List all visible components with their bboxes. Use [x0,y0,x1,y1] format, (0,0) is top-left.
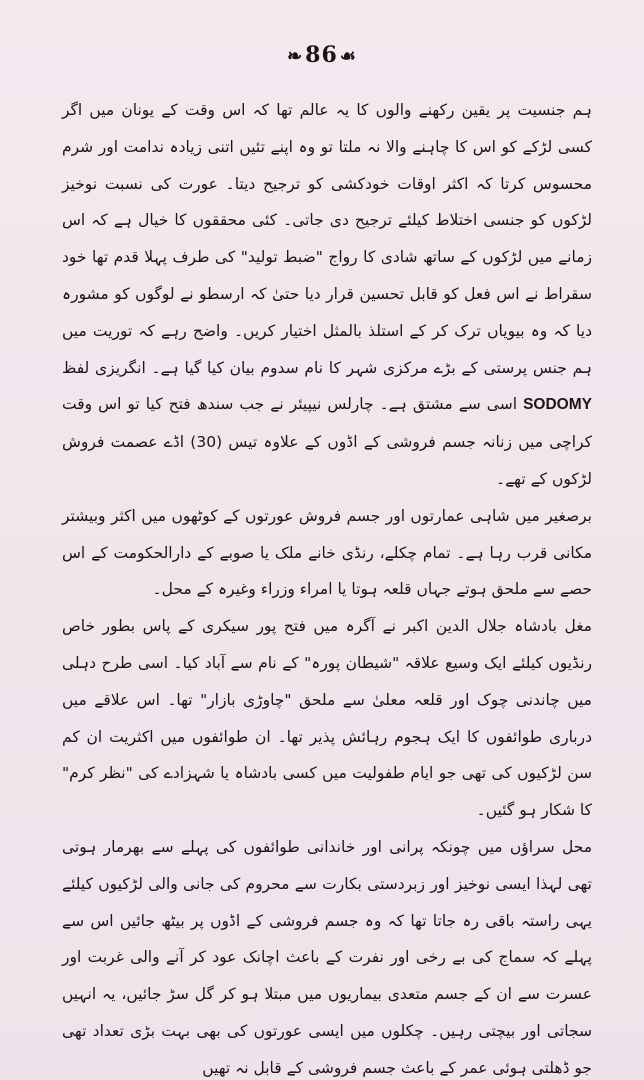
page-number [0,42,644,68]
body-text [62,92,592,1080]
paragraph-3-text: مغل بادشاہ جلال الدین اکبر نے آگرہ میں فتح پور سیکری کے پاس بطور خاص رنڈیوں کیلئے ایک وسیع علاقہ "شیطان پورہ" کے نام سے آباد کیا۔ اسی طرح دہلی میں چاندنی چوک اور قلعہ معلیٰ سے ملحق "چاوڑی بازار" تھا۔ اس علاقے میں درباری طوائفوں کا ایک ہجوم رہائش پذیر تھا۔ ان طوائفوں میں اکثریت ان کم سن لڑکیوں کی تھی جو ایام طفولیت میں کسی بادشاہ یا شہزادے کی "نظر کرم" کا شکار ہو گئیں۔ [62,617,592,820]
paragraph-1-text: ہم جنسیت پر یقین رکھنے والوں کا یہ عالم تھا کہ اس وقت کے یونان میں اگر کسی لڑکے کو اس کا چاہنے والا نہ ملتا تو وہ اپنے تئیں اتنی زیادہ ندامت اور شرم محسوس کرتا کہ اکثر اوقات خودکشی کو ترجیح دیتا۔ عورت کی نسبت نوخیز لڑکوں کو جنسی اختلاط کیلئے ترجیح دی جاتی۔ کئی محققوں کا خیال ہے کہ اس زمانے میں لڑکوں کے ساتھ شادی کا رواج "ضبط تولید" کی طرف پہلا قدم تھا خود سقراط نے اس فعل کو قابل تحسین قرار دیا حتیٰ کہ ارسطو نے لوگوں کو مشورہ دیا کہ وہ بیویاں ترک کر کے استلذ بالمثل اختیار کریں۔ واضح رہے کہ توریت میں ہم جنس پرستی کے بڑے مرکزی شہر کا نام سدوم بیان کیا گیا ہے۔ انگریزی لفظ [62,101,592,377]
paragraph-1 [62,92,592,498]
paragraph-4-text: محل سراؤں میں چونکہ پرانی اور خاندانی طوائفوں کی پہلے سے بھرمار ہوتی تھی لہذا ایسی نوخیز اور زبردستی بکارت سے محروم کی جانی والی لڑکیوں کیلئے یہی راستہ باقی رہ جاتا تھا کہ وہ جسم فروشی کے اڈوں پر بیٹھ جائیں اس سے پہلے کہ سماج کی بے رخی اور نفرت کے باعث اچانک عود کر آنے والی غربت اور عسرت سے ان کے جسم متعدی بیماریوں میں مبتلا ہو کر گل سڑ جائیں، یہ انہیں سجاتی اور بیچتی رہیں۔ چکلوں میں ایسی عورتوں کی بھی بہت بڑی تعداد تھی جو ڈھلتی ہوئی عمر کے باعث جسم فروشی کے قابل نہ تھیں [62,837,592,1077]
paragraph-2 [62,498,592,608]
paragraph-1-english-word: SODOMY [523,396,592,414]
right-ornament-icon: ☙ [339,46,357,67]
paragraph-1-text-cont: اسی سے مشتق ہے۔ چارلس نیپیئر نے جب سندھ فتح کیا تو اس وقت کراچی میں زنانہ جسم فروشی کے اڈوں کے علاوہ تیس (30) اڈے عصمت فروش لڑکوں کے تھے۔ [62,395,592,488]
left-ornament-icon: ❧ [287,46,304,67]
paragraph-4 [62,829,592,1080]
page-number-value: 86 [305,42,338,68]
paragraph-2-text: برصغیر میں شاہی عمارتوں اور جسم فروش عورتوں کے کوٹھوں میں اکثر وبیشتر مکانی قرب رہا ہے۔ تمام چکلے، رنڈی خانے ملک یا صوبے کے دارالحکومت کے اس حصے سے ملحق ہوتے جہاں قلعہ ہوتا یا امراء وزراء وغیرہ کے محل۔ [62,506,592,599]
paragraph-3 [62,608,592,829]
